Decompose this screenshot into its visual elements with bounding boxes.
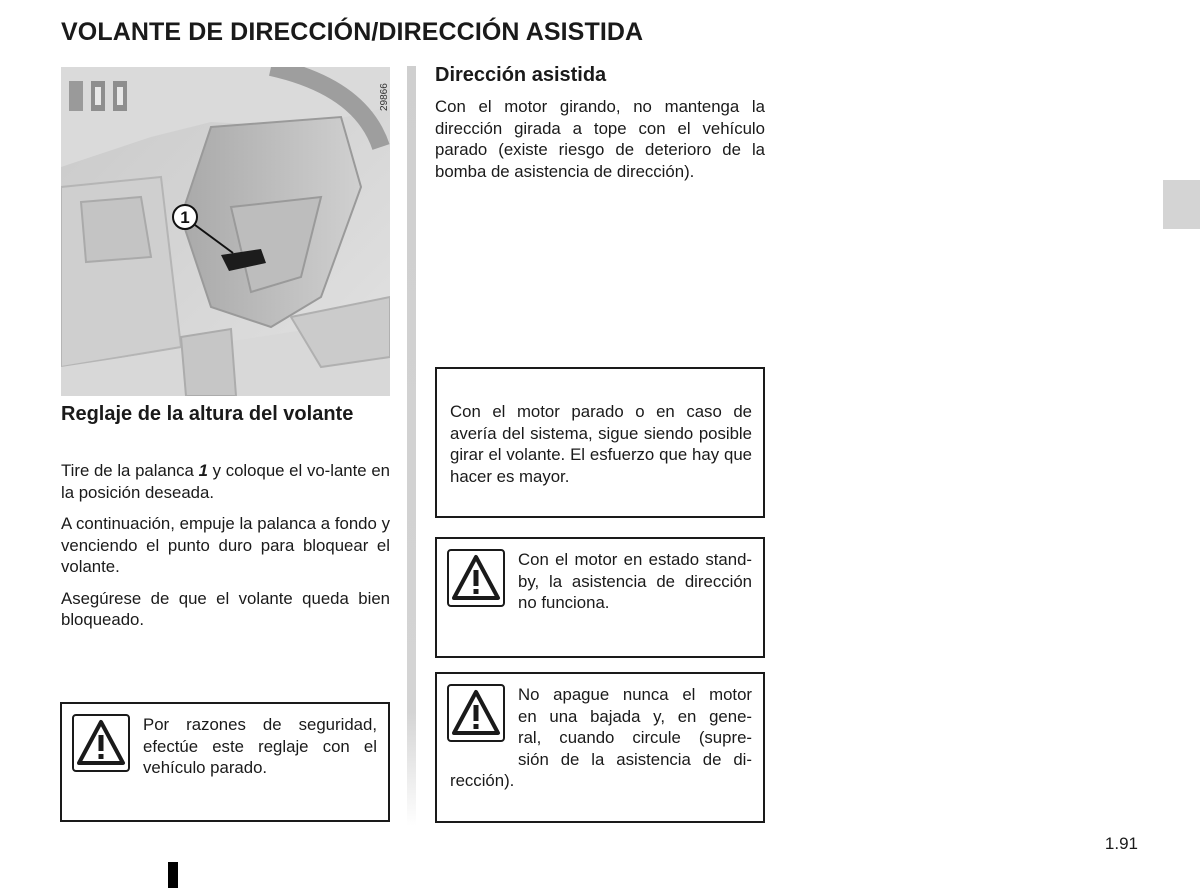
page-number: 1.91 (1104, 834, 1138, 853)
warning-triangle-icon (447, 549, 505, 607)
warning-line: en una bajada y, en gene- (518, 706, 752, 726)
warning-line: ral, cuando circule (supre- (518, 728, 752, 747)
chapter-tab (1163, 180, 1200, 229)
warning-text-downhill (518, 684, 752, 770)
warning-box-safety (60, 702, 390, 822)
page-title: VOLANTE DE DIRECCIÓN/DIRECCIÓN ASISTIDA (61, 18, 644, 46)
note-text-engine-stopped: Con el motor parado o en caso de avería del sistema, sigue siendo posible girar el volante. El esfuerzo que hay que hacer es mayor. (450, 402, 752, 486)
note-box-engine-stopped (435, 367, 765, 518)
column-divider (407, 66, 416, 826)
warning-triangle-icon (72, 714, 130, 772)
lever-reference: 1 (198, 461, 208, 480)
warning-triangle-icon (447, 684, 505, 742)
paragraph-pull-lever (61, 460, 390, 503)
warning-text-safety: Por razones de seguridad, efectúe este reglaje con el vehículo parado. (143, 715, 377, 777)
text-segment: y coloque el vo-lante en la posición deseada. (61, 461, 391, 502)
warning-line: sión de la asistencia de di- (518, 749, 752, 769)
paragraph-check-locked: Asegúrese de que el volante queda bien bloqueado. (61, 588, 390, 629)
section-heading-power-steering: Dirección asistida (435, 64, 607, 86)
warning-line: No apague nunca el motor (518, 685, 752, 704)
steering-lever-photo (61, 67, 390, 396)
warning-box-downhill (435, 672, 765, 823)
warning-text-downhill-tail: rección). (450, 771, 515, 790)
warning-box-standby (435, 537, 765, 658)
left-body (61, 460, 390, 641)
text-segment: Tire de la palanca (61, 461, 199, 480)
crop-mark (168, 862, 178, 888)
paragraph-push-lever: A continuación, empuje la palanca a fondo y venciendo el punto duro para bloquear el volante. (61, 514, 390, 576)
warning-text-standby: Con el motor en estado stand-by, la asistencia de dirección no funciona. (518, 550, 752, 612)
figure-reference: 29866 (379, 83, 390, 111)
paragraph-power-steering: Con el motor girando, no mantenga la dirección girada a tope con el vehículo parado (existe riesgo de deterioro de la bomba de asistencia de dirección). (435, 97, 765, 181)
callout-label: 1 (180, 208, 190, 227)
section-heading-steering-height: Reglaje de la altura del volante (61, 403, 354, 425)
